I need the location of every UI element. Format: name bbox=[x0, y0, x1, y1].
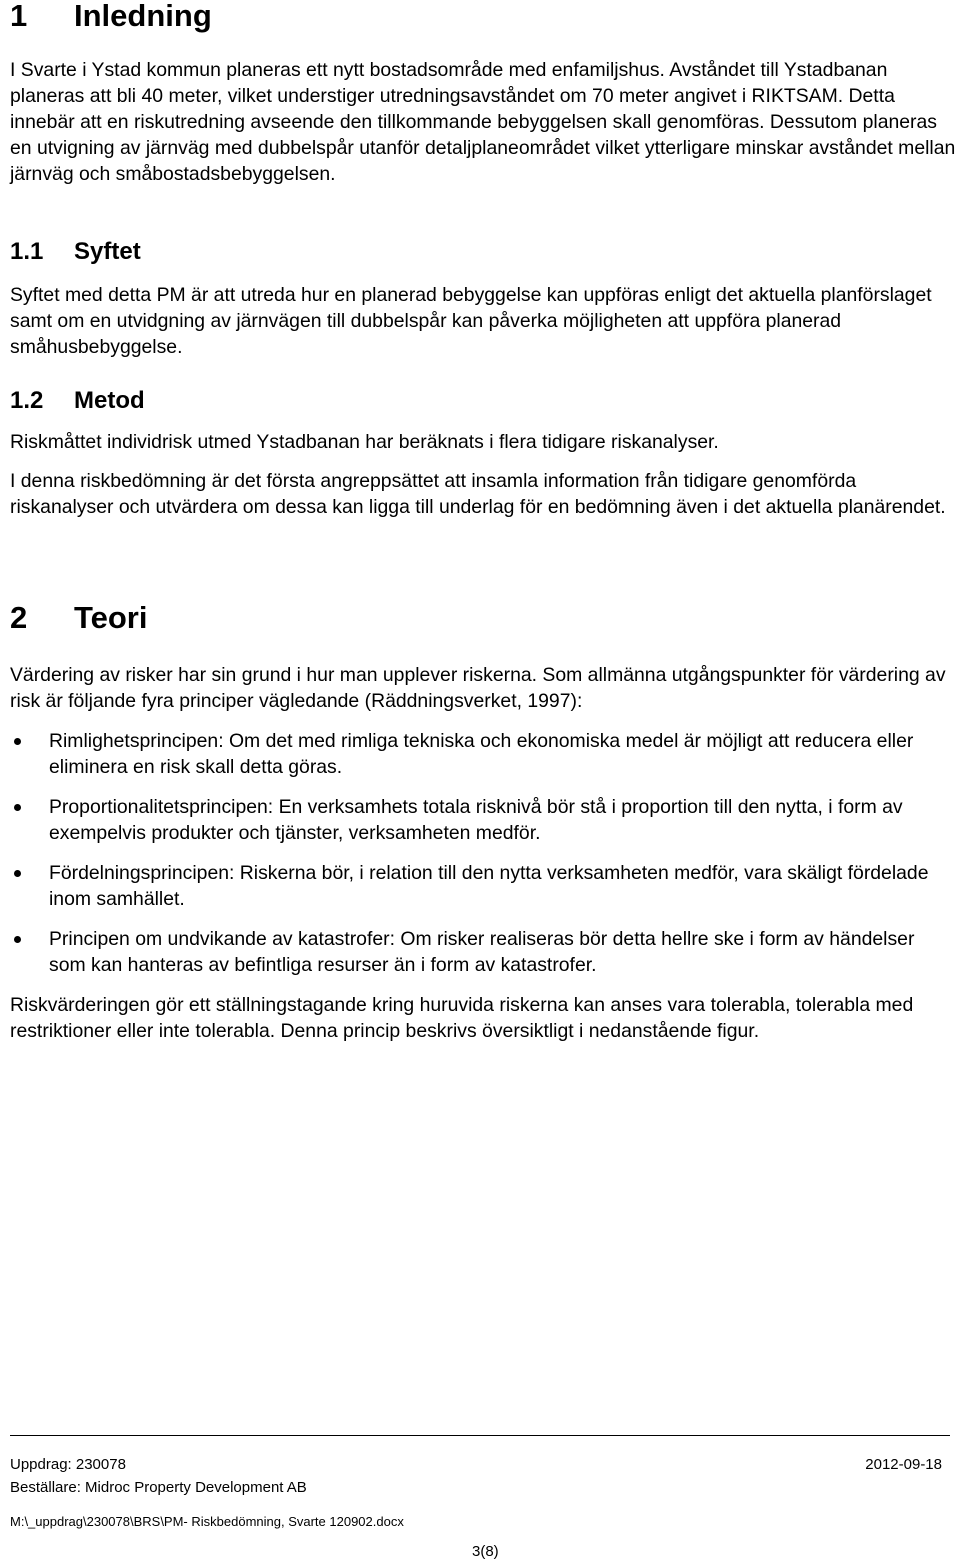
paragraph-teori-intro: Värdering av risker har sin grund i hur man upplever riskerna. Som allmänna utgångspunkter för värdering av risk är följande fyra principer vägledande (Räddningsverket, 1997): bbox=[10, 664, 946, 712]
footer-uppdrag: Uppdrag: 230078 bbox=[10, 1456, 126, 1473]
paragraph-syftet: Syftet med detta PM är att utreda hur en planerad bebyggelse kan uppföras enligt det aktuella planförslaget samt om en utvidgning av järnvägen till dubbelspår kan påverka möjligheten att uppföra planerad småhusbebyggelse. bbox=[10, 284, 932, 358]
footer-bestallare: Beställare: Midroc Property Development AB bbox=[10, 1479, 307, 1496]
footer-divider bbox=[10, 1435, 950, 1436]
heading-teori: 2 Teori bbox=[10, 600, 148, 635]
heading-inledning: 1 Inledning bbox=[10, 0, 212, 33]
footer-filepath: M:\_uppdrag\230078\BRS\PM- Riskbedömning, Svarte 120902.docx bbox=[10, 1514, 404, 1529]
paragraph-teori-closing: Riskvärderingen gör ett ställningstagande kring huruvida riskerna kan anses vara tolerabla, tolerabla med restriktioner eller inte tolerabla. Denna princip beskrivs översiktligt i nedanstående figur. bbox=[10, 994, 914, 1042]
heading-syftet: 1.1 Syftet bbox=[10, 238, 141, 265]
page-number: 3(8) bbox=[472, 1543, 499, 1560]
bullet-icon bbox=[14, 936, 21, 943]
heading-metod: 1.2 Metod bbox=[10, 387, 145, 414]
document-page: 1 Inledning I Svarte i Ystad kommun planeras ett nytt bostadsområde med enfamiljshus. Avståndet till Ystadbanan planeras att bli 40 meter, vilket understiger utredningsavståndet om 70 meter angivet i RIKTSAM. Detta innebär att en riskutredning avseende den tillkommande bebyggelsen skall genomföras. Dessutom planeras en utvigning av järnväg med dubbelspår utanför detaljplaneområdet vilket ytterligare minskar avståndet mellan järnväg och småbostadsbebyggelsen. 1.1 Syftet Syftet med detta PM är att utreda hur en planerad bebyggelse kan uppföras enligt det aktuella planförslaget samt om en utvidgning av järnvägen till dubbelspår kan påverka möjligheten att uppföra planerad småhusbebyggelse. 1.2 Metod Riskmåttet individrisk utmed Ystadbanan har beräknats i flera tidigare riskanalyser. I denna riskbedömning är det första angreppsättet att insamla information från tidigare genomförda riskanalyser och utvärdera om dessa kan ligga till underlag för en bedömning även i det aktuella planärendet. 2 Teori Värdering av risker har sin grund i hur man upplever riskerna. Som allmänna utgångspunkter för värdering av risk är följande fyra principer vägledande (Räddningsverket, 1997): Rimlighetsprincipen: Om det med rimliga tekniska och ekonomiska medel är möjligt att reducera eller eliminera en risk skall detta göras. Proportionalitetsprincipen: En verksamhets totala risknivå bör stå i proportion till den nytta, i form av exempelvis produkter och tjänster, verksamheten medför. Fördelningsprincipen: Riskerna bör, i relation till den nytta verksamheten medför, vara skäligt fördelade inom samhället. Principen om undvikande av katastrofer: Om risker realiseras bör detta hellre ske i form av händelser som kan hanteras av befintliga resurser än i form av katastrofer. Riskvärderingen gör ett ställningstagande kring huruvida riskerna kan anses vara tolerabla, tolerabla med restriktioner eller inte tolerabla. Denna princip beskrivs översiktligt i nedanstående figur. Uppdrag: 230078 2012-09-18 Beställare: Midroc Property Development AB M:\_uppdrag\230078\BRS\PM- Riskbedömning, Svarte 120902.docx 3(8) bbox=[0, 0, 960, 1563]
paragraph-metod-2: I denna riskbedömning är det första angreppsättet att insamla information från tidigare genomförda riskanalyser och utvärdera om dessa kan ligga till underlag för en bedömning även i det aktuella planärendet. bbox=[10, 470, 946, 518]
footer-date: 2012-09-18 bbox=[865, 1456, 942, 1473]
paragraph-inledning: I Svarte i Ystad kommun planeras ett nytt bostadsområde med enfamiljshus. Avståndet till Ystadbanan planeras att bli 40 meter, vilket understiger utredningsavståndet om 70 meter angivet i RIKTSAM. Detta innebär att en riskutredning avseende den tillkommande bebyggelsen skall genomföras. Dessutom planeras en utvigning av järnväg med dubbelspår utanför detaljplaneområdet vilket ytterligare minskar avståndet mellan järnväg och småbostadsbebyggelsen. bbox=[10, 59, 956, 185]
bullet-icon bbox=[14, 870, 21, 877]
bullet-icon bbox=[14, 738, 21, 745]
paragraph-metod-1: Riskmåttet individrisk utmed Ystadbanan har beräknats i flera tidigare riskanalyser. bbox=[10, 431, 719, 453]
bullet-icon bbox=[14, 804, 21, 811]
